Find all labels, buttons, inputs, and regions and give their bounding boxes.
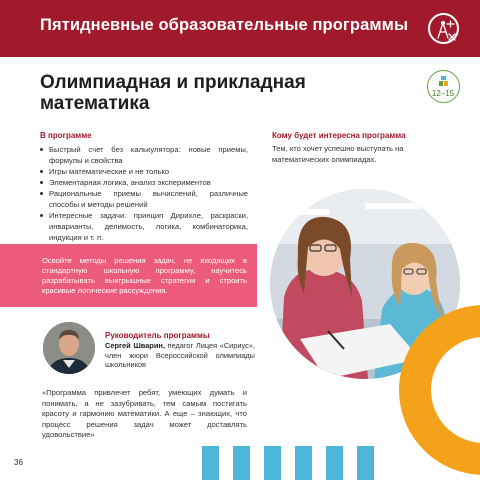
leader-name: Сергей Шварин,: [105, 341, 165, 350]
age-range: 12–15: [431, 89, 455, 98]
math-tools-icon: [428, 13, 459, 44]
building-blocks-icon: [438, 75, 450, 87]
list-item: Быстрый счет без калькулятора: новые приемы, формулы и свойства: [40, 144, 248, 166]
list-item: Рациональные приемы вычислений, различные способы и методы решений: [40, 188, 248, 210]
program-topics-list: [40, 144, 248, 243]
leader-description: педагог Лицея «Сириус», член жюри Всероссийской олимпиады школьников: [105, 341, 255, 369]
in-program-heading: В программе: [40, 131, 92, 140]
page-header: [0, 0, 480, 57]
list-item: Элементарная логика, анализ экспериментов: [40, 177, 248, 188]
highlight-text: Освойте методы решения задач, не входящих в стандартную школьную программу, научитесь разрабатывать выигрышные стратегии и строить красивые логические рассуждения.: [42, 256, 247, 295]
age-badge: [427, 70, 460, 103]
leader-heading: Руководитель программы: [105, 331, 210, 340]
decorative-bar: [357, 446, 374, 480]
program-title: Олимпиадная и прикладная математика: [40, 72, 306, 114]
list-item: Интересные задачи: принцип Дирихле, раскраски, инварианты, делимость, логика, комбинаторика, индукция и т. п.: [40, 210, 248, 243]
decorative-bar: [295, 446, 312, 480]
leader-info: [105, 341, 255, 370]
page-number: 36: [14, 458, 23, 467]
decorative-bar: [202, 446, 219, 480]
decorative-bar: [264, 446, 281, 480]
decorative-bar: [326, 446, 343, 480]
header-title: Пятидневные образовательные программы: [40, 16, 409, 34]
leader-avatar: [43, 322, 95, 374]
decorative-bar: [233, 446, 250, 480]
audience-text: Тем, кто хочет успешно выступать на математических олимпиадах.: [272, 144, 404, 164]
list-item: Игры математические и не только: [40, 166, 248, 177]
leader-quote: «Программа привлечет ребят, умеющих думать и понимать, а не зазубривать, тем самым постигать красоту и гармонию математики. А еще – знающих, что процесс решения задач может доставлять удовольствие»: [42, 388, 247, 439]
audience-heading: Кому будет интересна программа: [272, 131, 406, 140]
